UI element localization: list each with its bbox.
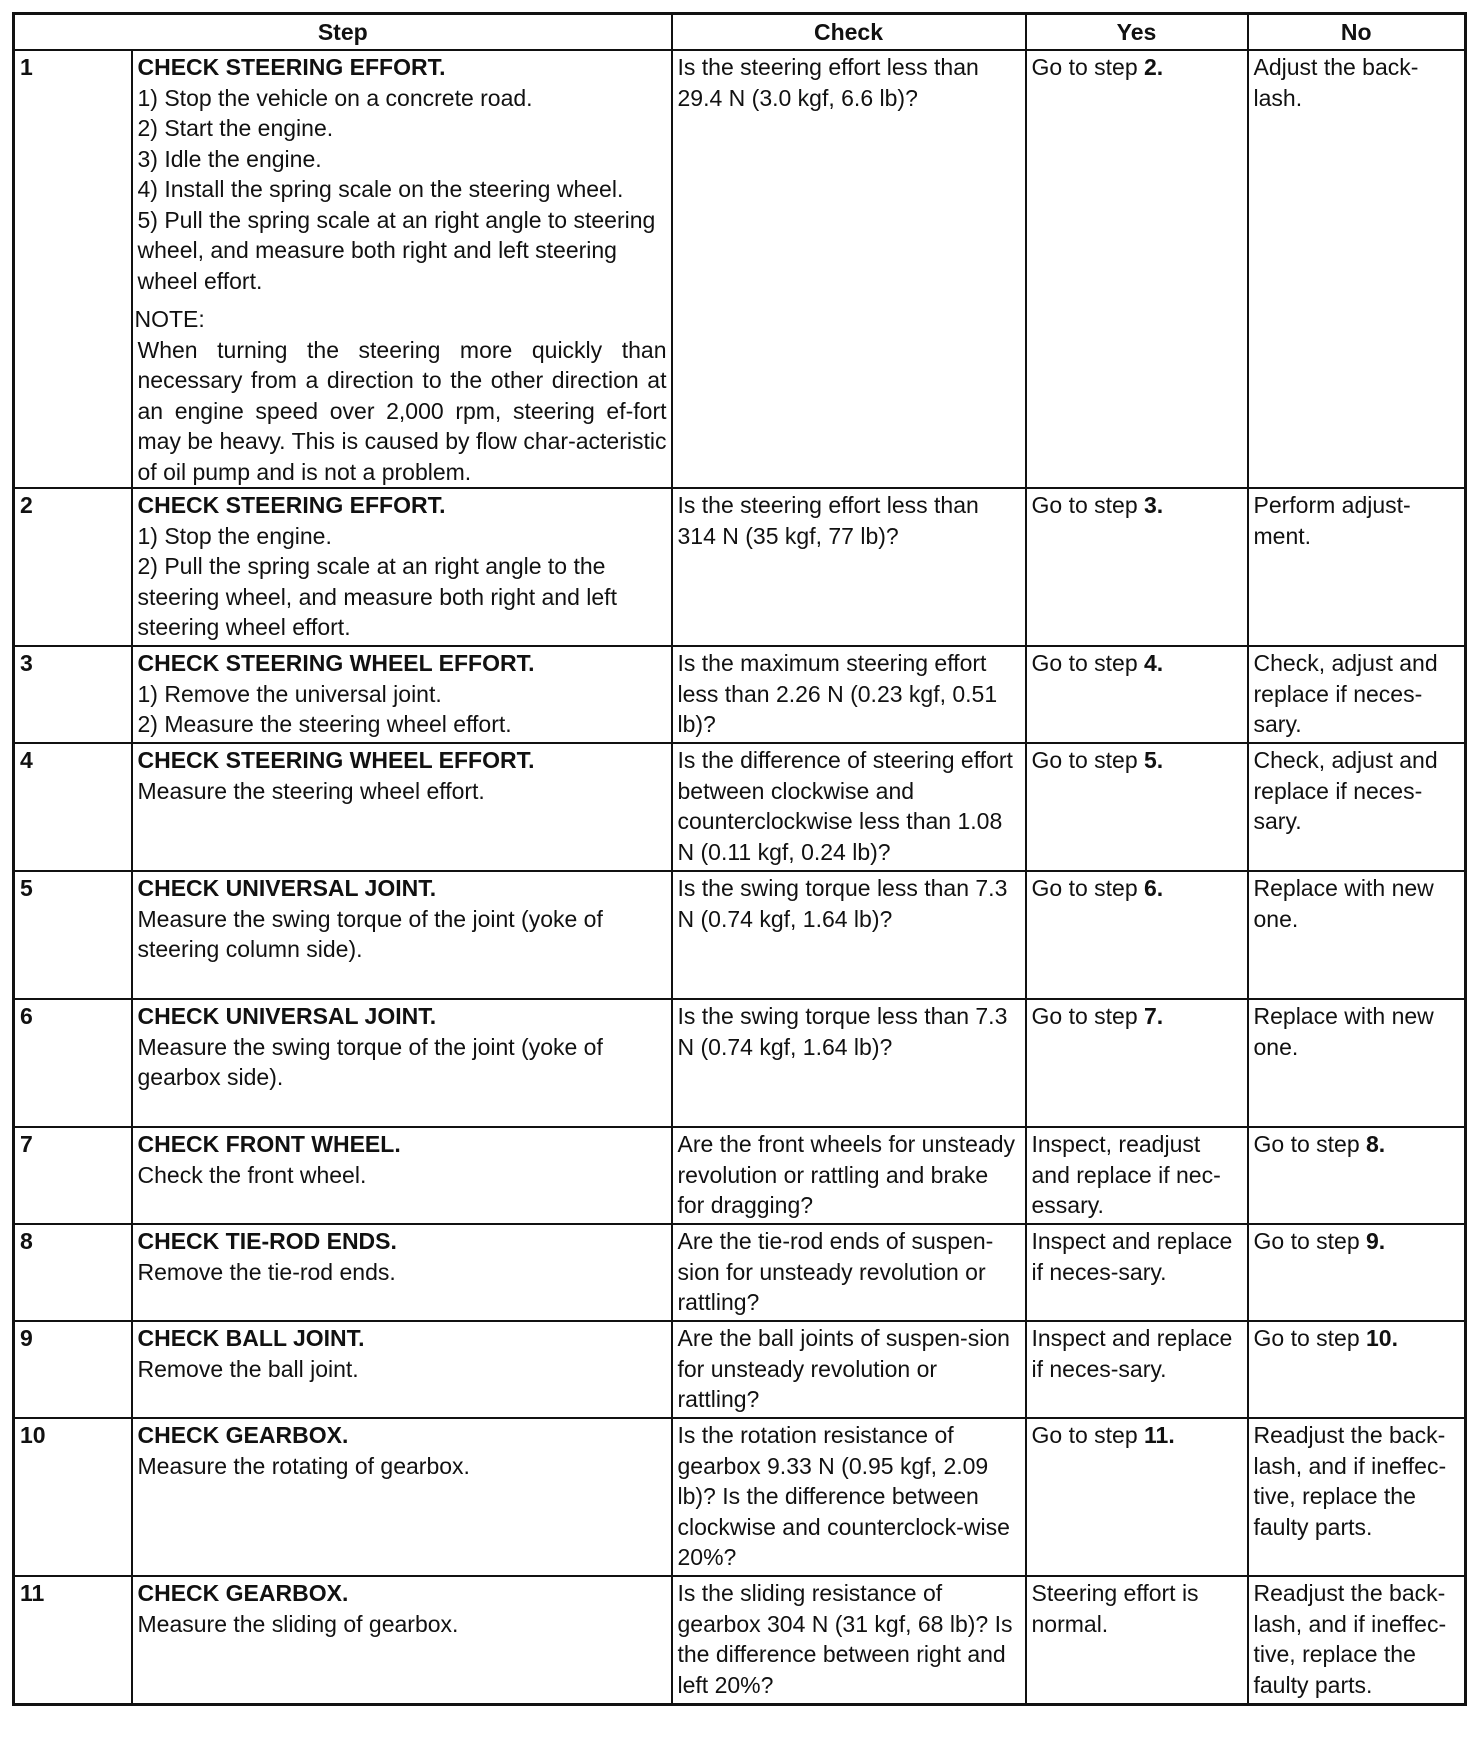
table-row xyxy=(14,1127,1466,1224)
no-text: Check, adjust and replace if neces-sary. xyxy=(1253,747,1438,834)
header-row xyxy=(14,14,1466,51)
no-text: Check, adjust and replace if neces-sary. xyxy=(1253,650,1438,737)
step-cell xyxy=(132,871,672,999)
yes-text: Inspect, readjust and replace if nec-essary. xyxy=(1031,1131,1221,1218)
step-cell xyxy=(132,488,672,646)
step-instruction: 1) Stop the engine. xyxy=(137,522,332,549)
step-instruction: Measure the swing torque of the joint (yoke of steering column side). xyxy=(137,905,603,962)
step-instruction: 3) Idle the engine. xyxy=(137,145,322,172)
step-instruction: 4) Install the spring scale on the steering wheel. xyxy=(137,176,624,202)
step-instruction: 2) Measure the steering wheel effort. xyxy=(137,711,512,737)
yes-cell xyxy=(1026,1418,1248,1576)
yes-text: Go to step xyxy=(1031,492,1145,518)
step-cell xyxy=(132,1576,672,1704)
step-title: CHECK UNIVERSAL JOINT. xyxy=(137,875,437,901)
step-cell xyxy=(132,1127,672,1224)
no-text: Go to step xyxy=(1253,1131,1367,1157)
step-title: CHECK STEERING WHEEL EFFORT. xyxy=(137,650,535,676)
step-number: 2 xyxy=(14,488,132,646)
step-instruction: Measure the steering wheel effort. xyxy=(137,777,485,804)
no-text: Perform adjust-ment. xyxy=(1253,492,1411,549)
table-row xyxy=(14,871,1466,999)
check-cell: Is the swing torque less than 7.3 N (0.74 kgf, 1.64 lb)? xyxy=(672,999,1026,1127)
check-cell: Are the front wheels for unsteady revolution or rattling and brake for dragging? xyxy=(672,1127,1026,1224)
yes-text: Go to step xyxy=(1031,875,1145,901)
yes-step-ref: 7. xyxy=(1144,1003,1164,1029)
no-text: Replace with new one. xyxy=(1253,875,1434,932)
no-step-ref: 8. xyxy=(1366,1131,1386,1157)
no-cell xyxy=(1248,488,1466,646)
table-row xyxy=(14,1224,1466,1321)
yes-cell xyxy=(1026,488,1248,646)
step-instruction: Remove the tie-rod ends. xyxy=(137,1258,396,1285)
yes-cell xyxy=(1026,50,1248,488)
yes-cell xyxy=(1026,1224,1248,1321)
yes-step-ref: 11. xyxy=(1144,1422,1175,1448)
step-number: 7 xyxy=(14,1127,132,1224)
check-cell: Is the maximum steering effort less than 2.26 N (0.23 kgf, 0.51 lb)? xyxy=(672,646,1026,743)
no-cell xyxy=(1248,1576,1466,1704)
yes-cell xyxy=(1026,743,1248,871)
check-cell: Are the tie-rod ends of suspen-sion for unsteady revolution or rattling? xyxy=(672,1224,1026,1321)
step-instruction: 1) Stop the vehicle on a concrete road. xyxy=(137,84,533,111)
step-cell xyxy=(132,743,672,871)
step-number: 1 xyxy=(14,50,132,488)
step-number: 3 xyxy=(14,646,132,743)
no-cell xyxy=(1248,1321,1466,1418)
step-number: 8 xyxy=(14,1224,132,1321)
step-number: 10 xyxy=(14,1418,132,1576)
table-row xyxy=(14,1576,1466,1704)
step-instruction: Remove the ball joint. xyxy=(137,1355,359,1382)
header-yes: Yes xyxy=(1026,14,1248,51)
yes-cell xyxy=(1026,871,1248,999)
yes-text: Inspect and replace if neces-sary. xyxy=(1031,1228,1233,1285)
step-title: CHECK BALL JOINT. xyxy=(137,1325,365,1351)
no-text: Adjust the back-lash. xyxy=(1253,54,1419,111)
yes-text: Steering effort is normal. xyxy=(1031,1580,1199,1637)
step-cell xyxy=(132,1321,672,1418)
no-step-ref: 9. xyxy=(1366,1228,1386,1254)
yes-text: Go to step xyxy=(1031,54,1145,80)
step-number: 4 xyxy=(14,743,132,871)
yes-cell xyxy=(1026,1127,1248,1224)
no-text: Go to step xyxy=(1253,1228,1367,1254)
yes-step-ref: 4. xyxy=(1144,650,1164,676)
no-text: Readjust the back-lash, and if ineffec-tive, replace the faulty parts. xyxy=(1253,1580,1447,1698)
no-cell xyxy=(1248,1127,1466,1224)
yes-step-ref: 6. xyxy=(1144,875,1164,901)
check-cell: Is the rotation resistance of gearbox 9.33 N (0.95 kgf, 2.09 lb)? Is the difference between clockwise and counterclock-wise 20%? xyxy=(672,1418,1026,1576)
table-row xyxy=(14,1321,1466,1418)
no-text: Readjust the back-lash, and if ineffec-tive, replace the faulty parts. xyxy=(1253,1422,1447,1540)
no-cell xyxy=(1248,50,1466,488)
yes-step-ref: 3. xyxy=(1144,492,1164,518)
step-instruction: Measure the sliding of gearbox. xyxy=(137,1610,459,1637)
header-check: Check xyxy=(672,14,1026,51)
step-instruction: Measure the rotating of gearbox. xyxy=(137,1452,470,1479)
check-cell: Is the swing torque less than 7.3 N (0.74 kgf, 1.64 lb)? xyxy=(672,871,1026,999)
no-cell xyxy=(1248,1224,1466,1321)
step-title: CHECK TIE-ROD ENDS. xyxy=(137,1228,397,1254)
yes-text: Go to step xyxy=(1031,747,1145,773)
step-instruction: 1) Remove the universal joint. xyxy=(137,680,442,707)
step-title: CHECK STEERING WHEEL EFFORT. xyxy=(137,747,535,773)
step-title: CHECK STEERING EFFORT. xyxy=(137,54,446,80)
step-instruction: 5) Pull the spring scale at an right angle to steering wheel, and measure both right and left steering wheel effort. xyxy=(137,206,656,294)
step-instruction: 2) Start the engine. xyxy=(137,115,334,141)
yes-text: Inspect and replace if neces-sary. xyxy=(1031,1325,1233,1382)
step-number: 5 xyxy=(14,871,132,999)
table-row xyxy=(14,646,1466,743)
yes-text: Go to step xyxy=(1031,1422,1145,1448)
no-cell xyxy=(1248,999,1466,1127)
yes-text: Go to step xyxy=(1031,1003,1145,1029)
yes-cell xyxy=(1026,1321,1248,1418)
no-cell xyxy=(1248,1418,1466,1576)
step-instruction: 2) Pull the spring scale at an right angle to the steering wheel, and measure both right and left steering wheel effort. xyxy=(137,553,617,640)
check-cell: Are the ball joints of suspen-sion for unsteady revolution or rattling? xyxy=(672,1321,1026,1418)
header-no: No xyxy=(1248,14,1466,51)
no-text: Go to step xyxy=(1253,1325,1367,1351)
no-cell xyxy=(1248,646,1466,743)
step-instruction: Check the front wheel. xyxy=(137,1161,367,1188)
step-cell xyxy=(132,646,672,743)
header-step: Step xyxy=(14,14,672,51)
diagnostic-table xyxy=(12,12,1467,1706)
step-number: 9 xyxy=(14,1321,132,1418)
step-title: CHECK FRONT WHEEL. xyxy=(137,1131,401,1157)
step-title: CHECK GEARBOX. xyxy=(137,1580,349,1606)
table-row xyxy=(14,50,1466,488)
step-instruction: Measure the swing torque of the joint (yoke of gearbox side). xyxy=(137,1033,603,1090)
yes-text: Go to step xyxy=(1031,650,1145,676)
yes-step-ref: 5. xyxy=(1144,747,1164,773)
note-text: When turning the steering more quickly than necessary from a direction to the other direction at an engine speed over 2,000 rpm, steering ef-fort may be heavy. This is caused by flow char-acteristic of oil pump and is not a problem. xyxy=(137,336,667,485)
check-cell: Is the sliding resistance of gearbox 304 N (31 kgf, 68 lb)? Is the difference between right and left 20%? xyxy=(672,1576,1026,1704)
table-row xyxy=(14,1418,1466,1576)
yes-cell xyxy=(1026,999,1248,1127)
step-cell xyxy=(132,1224,672,1321)
step-title: CHECK STEERING EFFORT. xyxy=(137,492,446,518)
no-text: Replace with new one. xyxy=(1253,1003,1434,1060)
no-cell xyxy=(1248,743,1466,871)
step-title: CHECK GEARBOX. xyxy=(137,1422,349,1448)
table-row xyxy=(14,743,1466,871)
step-cell xyxy=(132,1418,672,1576)
yes-cell xyxy=(1026,646,1248,743)
no-cell xyxy=(1248,871,1466,999)
yes-step-ref: 2. xyxy=(1144,54,1164,80)
check-cell: Is the steering effort less than 29.4 N (3.0 kgf, 6.6 lb)? xyxy=(672,50,1026,488)
table-row xyxy=(14,999,1466,1127)
step-number: 11 xyxy=(14,1576,132,1704)
check-cell: Is the steering effort less than 314 N (35 kgf, 77 lb)? xyxy=(672,488,1026,646)
step-title: CHECK UNIVERSAL JOINT. xyxy=(137,1003,437,1029)
yes-cell xyxy=(1026,1576,1248,1704)
table-row xyxy=(14,488,1466,646)
note-label: NOTE: xyxy=(134,306,205,332)
step-number: 6 xyxy=(14,999,132,1127)
check-cell: Is the difference of steering effort between clockwise and counterclockwise less than 1.08 N (0.11 kgf, 0.24 lb)? xyxy=(672,743,1026,871)
step-cell xyxy=(132,50,672,488)
no-step-ref: 10. xyxy=(1366,1325,1398,1351)
step-cell xyxy=(132,999,672,1127)
